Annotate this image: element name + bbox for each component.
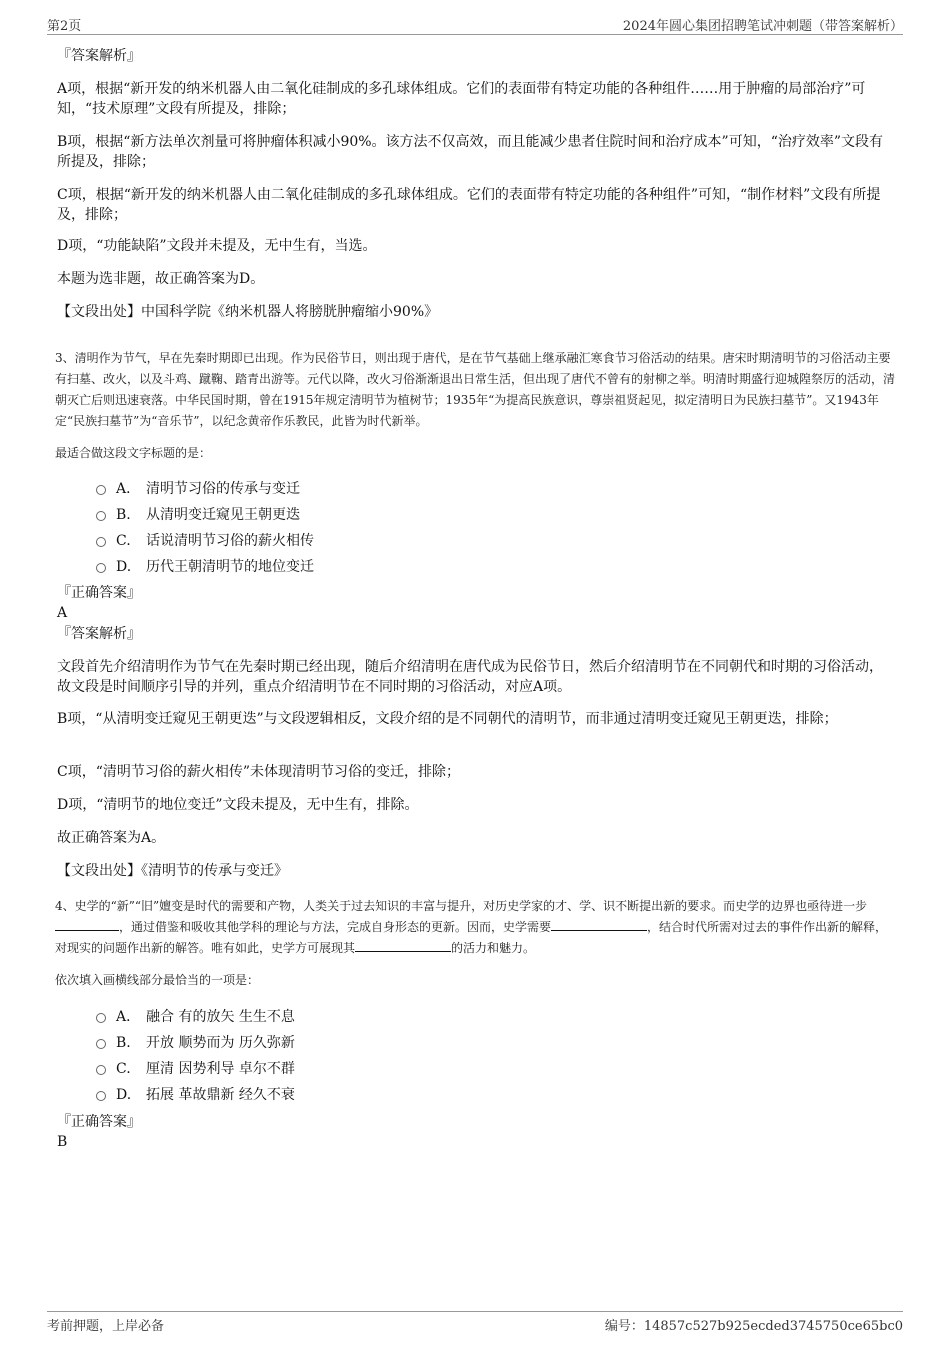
q2-analysis-a: A项，根据“新开发的纳米机器人由二氧化硅制成的多孔球体组成。它们的表面带有特定功能的各种组件……用于肿瘤的局部治疗”可知，“技术原理”文段有所提及，排除； [57,81,866,117]
fill-blank [55,918,119,931]
radio-icon[interactable] [96,1013,106,1023]
option-key: D. [116,1087,132,1103]
q3-analysis-c: C项，“清明节习俗的薪火相传”未体现清明节习俗的变迁，排除； [57,764,461,780]
option-key: B. [116,1035,131,1051]
radio-icon[interactable] [96,511,106,521]
q4-stem-part: 4、史学的“新”“旧”嬗变是时代的需要和产物，人类关于过去知识的丰富与提升，对历史学家的才、学、识不断提出新的要求。而史学的边界也亟待进一步 [55,899,868,913]
page-number: 第2页 [47,19,82,34]
q3-option-a[interactable] [96,479,300,499]
option-text: 清明节习俗的传承与变迁 [146,481,300,497]
radio-icon[interactable] [96,1039,106,1049]
q4-option-b[interactable] [96,1033,295,1053]
option-text: 融合 有的放矢 生生不息 [146,1009,295,1025]
q3-question: 最适合做这段文字标题的是： [55,446,212,460]
q2-analysis-label: 『答案解析』 [57,48,141,64]
q3-analysis-main: 文段首先介绍清明作为节气在先秦时期已经出现，随后介绍清明在唐代成为民俗节日，然后介绍清明节在不同朝代和时期的习俗活动，故文段是时间顺序引导的并列，重点介绍清明节在不同时期的习俗活动，对应A项。 [57,659,883,695]
q2-analysis-b: B项，根据“新方法单次剂量可将肿瘤体积减小90%。该方法不仅高效，而且能减少患者住院时间和治疗成本”可知，“治疗效率”文段有所提及，排除； [57,134,884,170]
option-key: A． [116,1009,141,1025]
q4-correct-label: 『正确答案』 [57,1114,141,1130]
radio-icon[interactable] [96,1065,106,1075]
option-text: 厘清 因势利导 卓尔不群 [146,1061,295,1077]
option-key: C. [116,533,131,549]
q3-option-d[interactable] [96,557,314,577]
radio-icon[interactable] [96,485,106,495]
option-key: D. [116,559,132,575]
q2-source: 【文段出处】中国科学院《纳米机器人将膀胱肿瘤缩小90%》 [57,304,439,320]
q4-stem-part: ，结合时代所需对过去的事件作出新的解释，对现实的问题作出新的解答。唯有如此，史学方可展现其 [55,920,888,955]
q3-stem: 3、清明作为节气，早在先秦时期即已出现。作为民俗节日，则出现于唐代，是在节气基础上继承融汇寒食节习俗活动的结果。唐宋时期清明节的习俗活动主要有扫墓、改火，以及斗鸡、蹴鞠、踏青出游等。元代以降，改火习俗渐渐退出日常生活，但出现了唐代不曾有的射柳之举。明清时期盛行迎城隍祭厉的活动，清朝灭亡后则迅速衰落。中华民国时期，曾在1915年规定清明节为植树节；1935年“为提高民族意识，尊崇祖贤起见，拟定清明日为民族扫墓节”。又1943年定“民族扫墓节”为“音乐节”，以纪念黄帝作乐教民，此皆为时代新举。 [55,351,896,428]
page-header [47,14,903,35]
option-text: 拓展 革故鼎新 经久不衰 [146,1087,295,1103]
q2-analysis-d: D项，“功能缺陷”文段并未提及，无中生有，当选。 [57,238,377,254]
fill-blank [551,918,647,931]
q4-option-c[interactable] [96,1059,295,1079]
q4-stem-part: ，通过借鉴和吸收其他学科的理论与方法，完成自身形态的更新。因而，史学需要 [119,920,552,934]
footer-slogan: 考前押题，上岸必备 [47,1319,165,1334]
radio-icon[interactable] [96,563,106,573]
option-key: A． [116,481,141,497]
q3-option-b[interactable] [96,505,300,525]
q4-stem-part: 的活力和魅力。 [451,941,536,955]
radio-icon[interactable] [96,537,106,547]
option-key: C. [116,1061,131,1077]
fill-blank [355,939,451,952]
q3-analysis-label: 『答案解析』 [57,626,141,642]
q2-analysis-c: C项，根据“新开发的纳米机器人由二氧化硅制成的多孔球体组成。它们的表面带有特定功能的各种组件”可知，“制作材料”文段有所提及，排除； [57,187,881,223]
q3-option-c[interactable] [96,531,314,551]
q4-correct-answer: B [57,1134,68,1150]
option-text: 话说清明节习俗的薪火相传 [146,533,314,549]
q3-source: 【文段出处】《清明节的传承与变迁》 [57,863,288,879]
document-title: 2024年圆心集团招聘笔试冲刺题（带答案解析） [622,19,903,34]
radio-icon[interactable] [96,1091,106,1101]
option-text: 开放 顺势而为 历久弥新 [146,1035,295,1051]
q3-analysis-d: D项，“清明节的地位变迁”文段未提及，无中生有，排除。 [57,797,419,813]
q4-option-a[interactable] [96,1007,295,1027]
q3-correct-label: 『正确答案』 [57,585,141,601]
q3-correct-answer: A [57,605,68,621]
option-key: B. [116,507,131,523]
page-footer [47,1311,903,1334]
option-text: 从清明变迁窥见王朝更迭 [146,507,300,523]
document-code: 编号：14857c527b925ecded3745750ce65bc0 [604,1319,903,1334]
q2-conclusion: 本题为选非题，故正确答案为D。 [57,271,265,287]
option-text: 历代王朝清明节的地位变迁 [146,559,314,575]
q4-stem [55,896,895,959]
q4-option-d[interactable] [96,1085,295,1105]
q3-conclusion: 故正确答案为A。 [57,830,166,846]
q4-question: 依次填入画横线部分最恰当的一项是： [55,973,260,987]
q3-analysis-b: B项，“从清明变迁窥见王朝更迭”与文段逻辑相反，文段介绍的是不同朝代的清明节，而非通过清明变迁窥见王朝更迭，排除； [57,711,838,727]
